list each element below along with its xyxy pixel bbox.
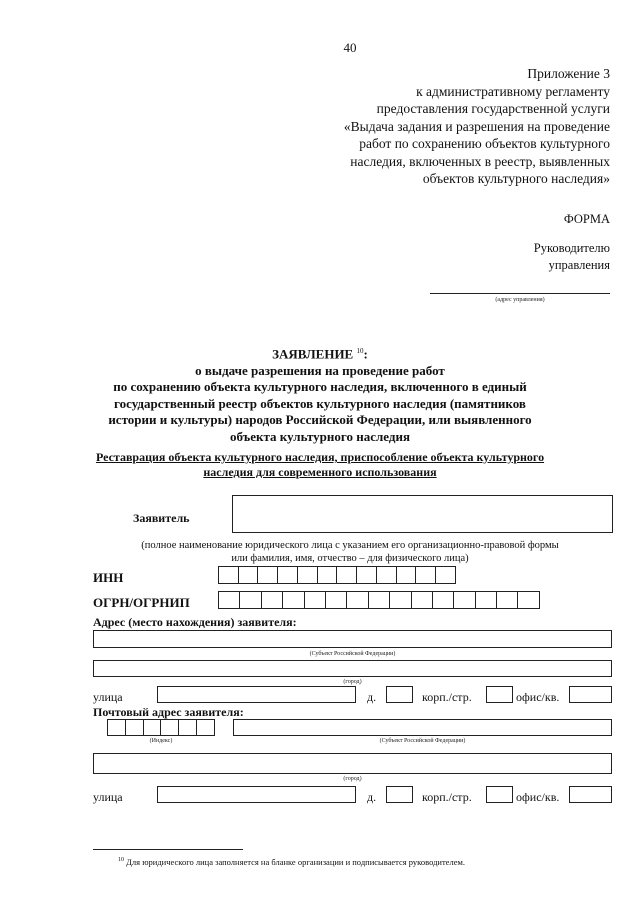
digit-cell[interactable]: [369, 592, 390, 608]
digit-cell[interactable]: [197, 720, 215, 735]
heading-line: по сохранению объекта культурного наследия, включенного в единый: [113, 379, 527, 395]
appendix-line: к административному регламенту: [416, 83, 610, 99]
addressee-line1: Руководителю: [533, 241, 610, 255]
digit-cell[interactable]: [298, 567, 318, 583]
appendix-block: [210, 65, 610, 188]
address-building-field[interactable]: [486, 686, 513, 703]
footnote-divider: [93, 849, 243, 850]
digit-cell[interactable]: [337, 567, 357, 583]
address-city-caption: (город): [343, 679, 362, 685]
postal-section-label: Почтовый адрес заявителя:: [93, 705, 244, 719]
postal-house-field[interactable]: [386, 786, 413, 803]
page-number: 40: [343, 40, 357, 55]
address-line[interactable]: [430, 293, 610, 294]
work-type-subtitle: [60, 450, 580, 480]
digit-cell[interactable]: [278, 567, 298, 583]
digit-cell[interactable]: [179, 720, 197, 735]
appendix-line: работ по сохранению объектов культурного: [359, 136, 610, 151]
inn-label: ИНН: [93, 570, 124, 585]
digit-cell[interactable]: [240, 592, 261, 608]
address-subject-caption: (Субъект Российской Федерации): [309, 651, 396, 657]
heading-line: объекта культурного наследия: [230, 428, 410, 444]
address-house-field[interactable]: [386, 686, 413, 703]
digit-cell[interactable]: [219, 592, 240, 608]
footnote-ref: 10: [356, 347, 364, 355]
statement-title-suffix: :: [363, 346, 368, 362]
postal-subject-caption: (Субъект Российской Федерации): [379, 738, 466, 744]
address-street-field[interactable]: [157, 686, 356, 703]
address-city-field[interactable]: [93, 660, 612, 677]
postal-street-label: улица: [93, 790, 123, 804]
ogrn-field[interactable]: [218, 591, 540, 609]
subtitle-line2: наследия для современного использования: [203, 465, 437, 479]
digit-cell[interactable]: [357, 567, 377, 583]
appendix-line: объектов культурного наследия»: [422, 171, 610, 186]
heading-line: о выдаче разрешения на проведение работ: [195, 362, 445, 378]
digit-cell[interactable]: [476, 592, 497, 608]
postal-office-field[interactable]: [569, 786, 612, 803]
digit-cell[interactable]: [416, 567, 436, 583]
digit-cell[interactable]: [454, 592, 475, 608]
statement-title-row: [60, 343, 580, 363]
appendix-line: предоставления государственной услуги: [376, 101, 610, 116]
postal-index-field[interactable]: [107, 719, 215, 736]
digit-cell[interactable]: [433, 592, 454, 608]
appendix-title: Приложение 3: [527, 66, 610, 81]
address-subject-field[interactable]: [93, 630, 612, 648]
postal-building-field[interactable]: [486, 786, 513, 803]
addressee-line2: управления: [548, 258, 610, 272]
digit-cell[interactable]: [305, 592, 326, 608]
digit-cell[interactable]: [161, 720, 179, 735]
address-office-field[interactable]: [569, 686, 612, 703]
address-office-label: офис/кв.: [516, 690, 560, 704]
statement-heading: [60, 343, 580, 445]
postal-city-field[interactable]: [93, 753, 612, 774]
digit-cell[interactable]: [518, 592, 539, 608]
digit-cell[interactable]: [262, 592, 283, 608]
digit-cell[interactable]: [318, 567, 338, 583]
postal-index-caption: (Индекс): [149, 738, 173, 744]
digit-cell[interactable]: [397, 567, 417, 583]
digit-cell[interactable]: [144, 720, 162, 735]
applicant-label: Заявитель: [133, 511, 190, 525]
addressee: [410, 240, 610, 274]
postal-street-field[interactable]: [157, 786, 356, 803]
address-section-label: Адрес (место нахождения) заявителя:: [93, 615, 297, 629]
address-caption: (адрес управления): [495, 297, 545, 303]
postal-building-label: корп./стр.: [422, 790, 472, 804]
applicant-field[interactable]: [232, 495, 613, 533]
digit-cell[interactable]: [108, 720, 126, 735]
form-label: ФОРМА: [563, 212, 610, 226]
address-building-label: корп./стр.: [422, 690, 472, 704]
digit-cell[interactable]: [239, 567, 259, 583]
digit-cell[interactable]: [377, 567, 397, 583]
digit-cell[interactable]: [436, 567, 456, 583]
digit-cell[interactable]: [347, 592, 368, 608]
digit-cell[interactable]: [258, 567, 278, 583]
digit-cell[interactable]: [390, 592, 411, 608]
footnote-text: Для юридического лица заполняется на бланке организации и подписывается руководителем.: [126, 857, 465, 867]
footnote-mark: 10: [118, 857, 124, 864]
statement-title: ЗАЯВЛЕНИЕ: [272, 346, 354, 362]
applicant-caption-line1: (полное наименование юридического лица с указанием его организационно-правовой формы: [141, 540, 559, 551]
postal-house-label: д.: [367, 790, 377, 804]
digit-cell[interactable]: [219, 567, 239, 583]
heading-line: истории и культуры) народов Российской Федерации, или выявленного: [108, 412, 532, 428]
applicant-caption: [90, 539, 610, 565]
digit-cell[interactable]: [126, 720, 144, 735]
digit-cell[interactable]: [283, 592, 304, 608]
digit-cell[interactable]: [497, 592, 518, 608]
postal-city-caption: (город): [343, 776, 362, 782]
applicant-caption-line2: или фамилия, имя, отчество – для физического лица): [231, 553, 469, 564]
ogrn-label: ОГРН/ОГРНИП: [93, 595, 190, 610]
postal-office-label: офис/кв.: [516, 790, 560, 804]
appendix-line: «Выдача задания и разрешения на проведение: [343, 118, 610, 134]
address-house-label: д.: [367, 690, 377, 704]
postal-subject-field[interactable]: [233, 719, 612, 736]
heading-line: государственный реестр объектов культурного наследия (памятников: [114, 395, 526, 411]
address-street-label: улица: [93, 690, 123, 704]
inn-field[interactable]: [218, 566, 456, 584]
footnote: [118, 857, 618, 867]
subtitle-line1: Реставрация объекта культурного наследия, приспособление объекта культурного: [95, 450, 545, 464]
digit-cell[interactable]: [326, 592, 347, 608]
digit-cell[interactable]: [412, 592, 433, 608]
appendix-line: наследия, включенных в реестр, выявленных: [350, 153, 610, 169]
